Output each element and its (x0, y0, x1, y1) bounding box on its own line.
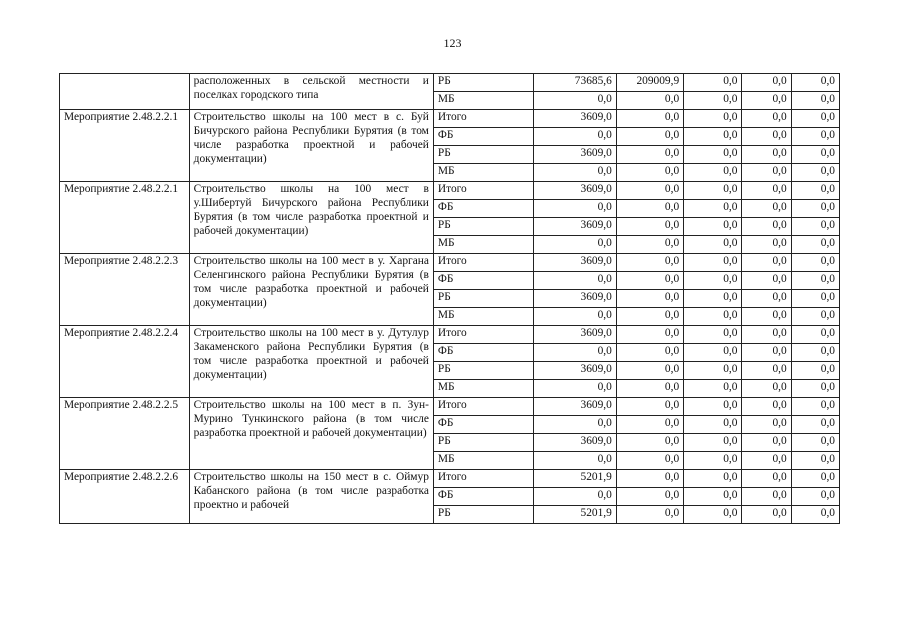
amount-cell: 0,0 (534, 344, 616, 362)
amount-cell: 0,0 (742, 344, 791, 362)
table-row (60, 254, 840, 272)
amount-cell: 0,0 (742, 218, 791, 236)
amount-cell: 0,0 (791, 128, 839, 146)
activity-id-cell: Мероприятие 2.48.2.2.4 (60, 326, 190, 398)
activity-description-cell: расположенных в сельской местности и поселках городского типа (189, 74, 433, 110)
amount-cell: 0,0 (684, 182, 742, 200)
amount-cell: 3609,0 (534, 182, 616, 200)
amount-cell: 0,0 (616, 398, 683, 416)
activity-id-cell (60, 74, 190, 110)
amount-cell: 0,0 (684, 344, 742, 362)
funding-source-cell: РБ (433, 290, 534, 308)
table-row (60, 110, 840, 128)
table-row (60, 74, 840, 92)
funding-source-cell: ФБ (433, 272, 534, 290)
activity-description-cell: Строительство школы на 100 мест в у. Дутулур Закаменского района Республики Бурятия (в том числе разработка проектной и рабочей документации) (189, 326, 433, 398)
amount-cell: 0,0 (684, 236, 742, 254)
amount-cell: 0,0 (742, 164, 791, 182)
funding-source-cell: МБ (433, 308, 534, 326)
amount-cell: 0,0 (616, 200, 683, 218)
funding-source-cell: РБ (433, 146, 534, 164)
amount-cell: 0,0 (742, 398, 791, 416)
amount-cell: 0,0 (742, 110, 791, 128)
amount-cell: 0,0 (684, 110, 742, 128)
funding-source-cell: ФБ (433, 200, 534, 218)
funding-source-cell: МБ (433, 452, 534, 470)
amount-cell: 0,0 (684, 146, 742, 164)
activity-id-cell: Мероприятие 2.48.2.2.5 (60, 398, 190, 470)
amount-cell: 0,0 (616, 452, 683, 470)
amount-cell: 0,0 (791, 434, 839, 452)
amount-cell: 0,0 (742, 380, 791, 398)
amount-cell: 0,0 (742, 236, 791, 254)
amount-cell: 0,0 (791, 110, 839, 128)
activity-id-cell: Мероприятие 2.48.2.2.6 (60, 470, 190, 524)
amount-cell: 73685,6 (534, 74, 616, 92)
amount-cell: 0,0 (791, 290, 839, 308)
funding-source-cell: Итого (433, 398, 534, 416)
amount-cell: 0,0 (616, 182, 683, 200)
funding-source-cell: РБ (433, 74, 534, 92)
funding-source-cell: Итого (433, 326, 534, 344)
funding-source-cell: Итого (433, 110, 534, 128)
amount-cell: 0,0 (684, 380, 742, 398)
amount-cell: 0,0 (791, 452, 839, 470)
amount-cell: 0,0 (616, 416, 683, 434)
amount-cell: 0,0 (616, 488, 683, 506)
amount-cell: 0,0 (684, 506, 742, 524)
funding-source-cell: РБ (433, 218, 534, 236)
amount-cell: 0,0 (742, 362, 791, 380)
amount-cell: 0,0 (684, 452, 742, 470)
activity-description-cell: Строительство школы на 100 мест в с. Буй Бичурского района Республики Бурятия (в том числе разработка проектной и рабочей документации) (189, 110, 433, 182)
amount-cell: 0,0 (791, 218, 839, 236)
funding-source-cell: Итого (433, 254, 534, 272)
amount-cell: 0,0 (616, 164, 683, 182)
amount-cell: 0,0 (742, 326, 791, 344)
amount-cell: 0,0 (684, 308, 742, 326)
activity-description-cell: Строительство школы на 100 мест в у. Харгана Селенгинского района Республики Бурятия (в том числе разработка проектной и рабочей документации) (189, 254, 433, 326)
amount-cell: 0,0 (684, 164, 742, 182)
amount-cell: 0,0 (742, 470, 791, 488)
amount-cell: 0,0 (684, 92, 742, 110)
amount-cell: 0,0 (684, 254, 742, 272)
amount-cell: 0,0 (684, 74, 742, 92)
funding-source-cell: Итого (433, 470, 534, 488)
amount-cell: 0,0 (534, 488, 616, 506)
amount-cell: 0,0 (684, 362, 742, 380)
amount-cell: 0,0 (742, 290, 791, 308)
amount-cell: 0,0 (742, 488, 791, 506)
activity-id-cell: Мероприятие 2.48.2.2.3 (60, 254, 190, 326)
activity-description-cell: Строительство школы на 150 мест в с. Оймур Кабанского района (в том числе разработка проектно и рабочей (189, 470, 433, 524)
amount-cell: 0,0 (616, 506, 683, 524)
table-row (60, 470, 840, 488)
amount-cell: 0,0 (791, 74, 839, 92)
amount-cell: 0,0 (791, 488, 839, 506)
amount-cell: 0,0 (791, 200, 839, 218)
funding-source-cell: ФБ (433, 344, 534, 362)
table-row (60, 326, 840, 344)
amount-cell: 0,0 (684, 128, 742, 146)
amount-cell: 3609,0 (534, 398, 616, 416)
funding-source-cell: МБ (433, 164, 534, 182)
amount-cell: 0,0 (791, 182, 839, 200)
activity-description-cell: Строительство школы на 100 мест в у.Шибертуй Бичурского района Республики Бурятия (в том числе разработка проектной и рабочей документации) (189, 182, 433, 254)
amount-cell: 0,0 (742, 416, 791, 434)
table-row (60, 182, 840, 200)
amount-cell: 0,0 (791, 506, 839, 524)
amount-cell: 3609,0 (534, 434, 616, 452)
funding-source-cell: МБ (433, 380, 534, 398)
amount-cell: 0,0 (742, 308, 791, 326)
amount-cell: 0,0 (742, 272, 791, 290)
amount-cell: 0,0 (616, 290, 683, 308)
amount-cell: 3609,0 (534, 254, 616, 272)
amount-cell: 5201,9 (534, 470, 616, 488)
funding-source-cell: МБ (433, 236, 534, 254)
amount-cell: 0,0 (742, 92, 791, 110)
amount-cell: 0,0 (791, 398, 839, 416)
amount-cell: 0,0 (616, 146, 683, 164)
amount-cell: 0,0 (534, 164, 616, 182)
amount-cell: 0,0 (684, 434, 742, 452)
amount-cell: 0,0 (616, 128, 683, 146)
amount-cell: 0,0 (534, 308, 616, 326)
amount-cell: 0,0 (791, 236, 839, 254)
amount-cell: 0,0 (616, 434, 683, 452)
amount-cell: 0,0 (616, 470, 683, 488)
amount-cell: 0,0 (791, 344, 839, 362)
activity-id-cell: Мероприятие 2.48.2.2.1 (60, 110, 190, 182)
amount-cell: 0,0 (684, 416, 742, 434)
amount-cell: 3609,0 (534, 218, 616, 236)
funding-source-cell: РБ (433, 362, 534, 380)
amount-cell: 0,0 (742, 146, 791, 164)
amount-cell: 0,0 (791, 380, 839, 398)
amount-cell: 0,0 (534, 128, 616, 146)
funding-source-cell: Итого (433, 182, 534, 200)
amount-cell: 0,0 (791, 146, 839, 164)
amount-cell: 5201,9 (534, 506, 616, 524)
activity-id-cell: Мероприятие 2.48.2.2.1 (60, 182, 190, 254)
amount-cell: 0,0 (684, 200, 742, 218)
amount-cell: 0,0 (742, 434, 791, 452)
funding-source-cell: ФБ (433, 416, 534, 434)
amount-cell: 0,0 (742, 74, 791, 92)
amount-cell: 0,0 (534, 236, 616, 254)
amount-cell: 0,0 (534, 200, 616, 218)
amount-cell: 0,0 (742, 254, 791, 272)
amount-cell: 0,0 (616, 308, 683, 326)
amount-cell: 3609,0 (534, 146, 616, 164)
table-body (60, 74, 840, 524)
amount-cell: 0,0 (616, 272, 683, 290)
amount-cell: 0,0 (791, 164, 839, 182)
amount-cell: 0,0 (791, 272, 839, 290)
amount-cell: 0,0 (791, 254, 839, 272)
amount-cell: 0,0 (684, 272, 742, 290)
funding-source-cell: РБ (433, 506, 534, 524)
table-row (60, 398, 840, 416)
amount-cell: 0,0 (534, 452, 616, 470)
amount-cell: 0,0 (534, 92, 616, 110)
funding-source-cell: МБ (433, 92, 534, 110)
funding-source-cell: ФБ (433, 128, 534, 146)
amount-cell: 3609,0 (534, 326, 616, 344)
amount-cell: 0,0 (616, 344, 683, 362)
amount-cell: 0,0 (684, 398, 742, 416)
budget-table (59, 73, 840, 524)
amount-cell: 0,0 (684, 326, 742, 344)
amount-cell: 0,0 (684, 290, 742, 308)
amount-cell: 0,0 (742, 506, 791, 524)
amount-cell: 0,0 (791, 416, 839, 434)
amount-cell: 0,0 (742, 200, 791, 218)
amount-cell: 3609,0 (534, 110, 616, 128)
amount-cell: 0,0 (742, 128, 791, 146)
amount-cell: 0,0 (534, 380, 616, 398)
amount-cell: 3609,0 (534, 290, 616, 308)
amount-cell: 0,0 (534, 272, 616, 290)
amount-cell: 0,0 (616, 362, 683, 380)
funding-source-cell: ФБ (433, 488, 534, 506)
amount-cell: 0,0 (616, 92, 683, 110)
amount-cell: 0,0 (684, 218, 742, 236)
amount-cell: 209009,9 (616, 74, 683, 92)
activity-description-cell: Строительство школы на 100 мест в п. Зун-Мурино Тункинского района (в том числе разработка проектной и рабочей документации) (189, 398, 433, 470)
amount-cell: 0,0 (616, 326, 683, 344)
page-number: 123 (443, 36, 462, 50)
amount-cell: 0,0 (616, 254, 683, 272)
funding-source-cell: РБ (433, 434, 534, 452)
amount-cell: 0,0 (616, 236, 683, 254)
amount-cell: 0,0 (742, 182, 791, 200)
amount-cell: 0,0 (791, 326, 839, 344)
amount-cell: 0,0 (684, 488, 742, 506)
amount-cell: 0,0 (534, 416, 616, 434)
amount-cell: 0,0 (791, 362, 839, 380)
amount-cell: 0,0 (684, 470, 742, 488)
amount-cell: 0,0 (616, 218, 683, 236)
amount-cell: 0,0 (791, 470, 839, 488)
amount-cell: 0,0 (616, 110, 683, 128)
amount-cell: 0,0 (616, 380, 683, 398)
amount-cell: 0,0 (791, 92, 839, 110)
amount-cell: 0,0 (791, 308, 839, 326)
amount-cell: 3609,0 (534, 362, 616, 380)
amount-cell: 0,0 (742, 452, 791, 470)
